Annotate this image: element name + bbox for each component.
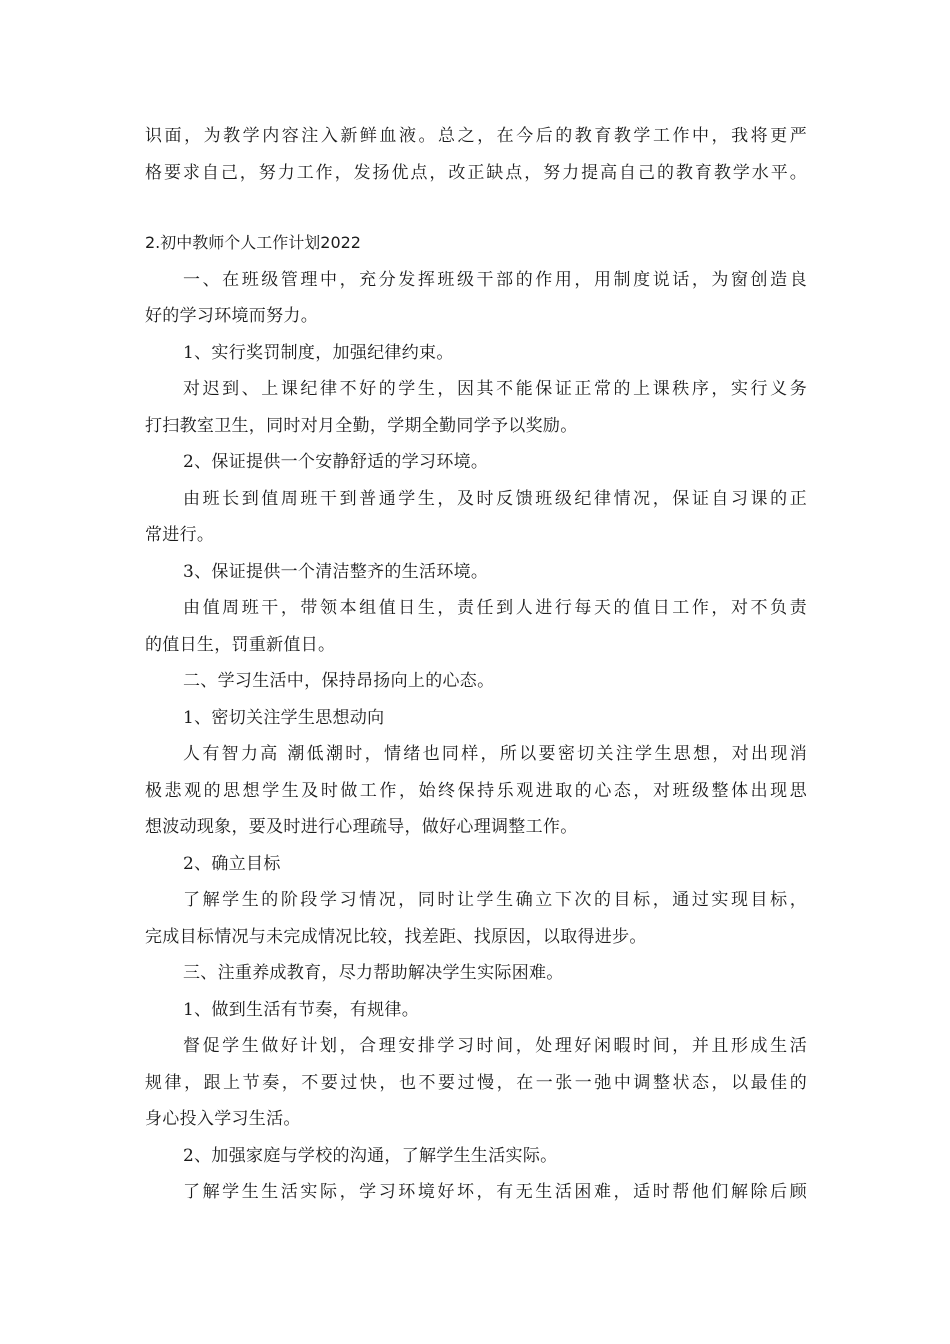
text-line: 打扫教室卫生，同时对月全勤，学期全勤同学予以奖励。 — [145, 415, 578, 436]
text-line: 极悲观的思想学生及时做工作，始终保持乐观进取的心态，对班级整体出现思 — [145, 780, 807, 801]
text-line: 对迟到、上课纪律不好的学生，因其不能保证正常的上课秩序，实行义务 — [183, 379, 807, 399]
section-body — [145, 262, 807, 1211]
text-line: 好的学习环境而努力。 — [145, 306, 318, 326]
text-line: 常进行。 — [145, 525, 215, 545]
text-line: 3、保证提供一个清洁整齐的生活环境。 — [183, 561, 489, 582]
text-line: 2、确立目标 — [183, 853, 281, 874]
text-line: 识面，为教学内容注入新鲜血液。总之，在今后的教育教学工作中，我将更严 — [145, 126, 807, 146]
text-line: 了解学生的阶段学习情况，同时让学生确立下次的目标，通过实现目标， — [183, 890, 807, 910]
text-line: 1、实行奖罚制度，加强纪律约束。 — [183, 342, 454, 363]
text-line: 人有智力高 潮低潮时，情绪也同样，所以要密切关注学生思想，对出现消 — [183, 744, 807, 764]
paragraph-gap — [145, 191, 807, 225]
text-line: 一、在班级管理中，充分发挥班级干部的作用，用制度说话，为窗创造良 — [183, 269, 807, 290]
text-line: 2、加强家庭与学校的沟通，了解学生生活实际。 — [183, 1145, 558, 1166]
text-line: 了解学生生活实际，学习环境好坏，有无生活困难，适时帮他们解除后顾 — [183, 1182, 807, 1202]
text-line: 2、保证提供一个安静舒适的学习环境。 — [183, 452, 489, 472]
text-line: 格要求自己，努力工作，发扬优点，改正缺点，努力提高自己的教育教学水平。 — [145, 162, 807, 183]
text-line: 1、做到生活有节奏，有规律。 — [183, 999, 420, 1020]
text-line: 由值周班干，带领本组值日生，责任到人进行每天的值日工作，对不负责 — [183, 598, 807, 618]
text-line: 二、学习生活中，保持昂扬向上的心态。 — [183, 671, 495, 691]
text-line: 身心投入学习生活。 — [145, 1109, 301, 1129]
text-line: 的值日生，罚重新值日。 — [145, 634, 336, 655]
document-body — [145, 118, 807, 1211]
text-line: 三、注重养成教育，尽力帮助解决学生实际困难。 — [183, 963, 564, 983]
section-title: 2.初中教师个人工作计划2022 — [145, 233, 361, 252]
text-line: 想波动现象，要及时进行心理疏导，做好心理调整工作。 — [145, 817, 578, 837]
text-line: 由班长到值周班干到普通学生，及时反馈班级纪律情况，保证自习课的正 — [183, 488, 807, 509]
text-line: 1、密切关注学生思想动向 — [183, 707, 385, 728]
text-line: 规律，跟上节奏，不要过快，也不要过慢，在一张一弛中调整状态，以最佳的 — [145, 1072, 807, 1093]
continuation-paragraph — [145, 118, 807, 191]
text-line: 督促学生做好计划，合理安排学习时间，处理好闲暇时间，并且形成生活 — [183, 1036, 807, 1056]
text-line: 完成目标情况与未完成情况比较，找差距、找原因，以取得进步。 — [145, 926, 647, 947]
